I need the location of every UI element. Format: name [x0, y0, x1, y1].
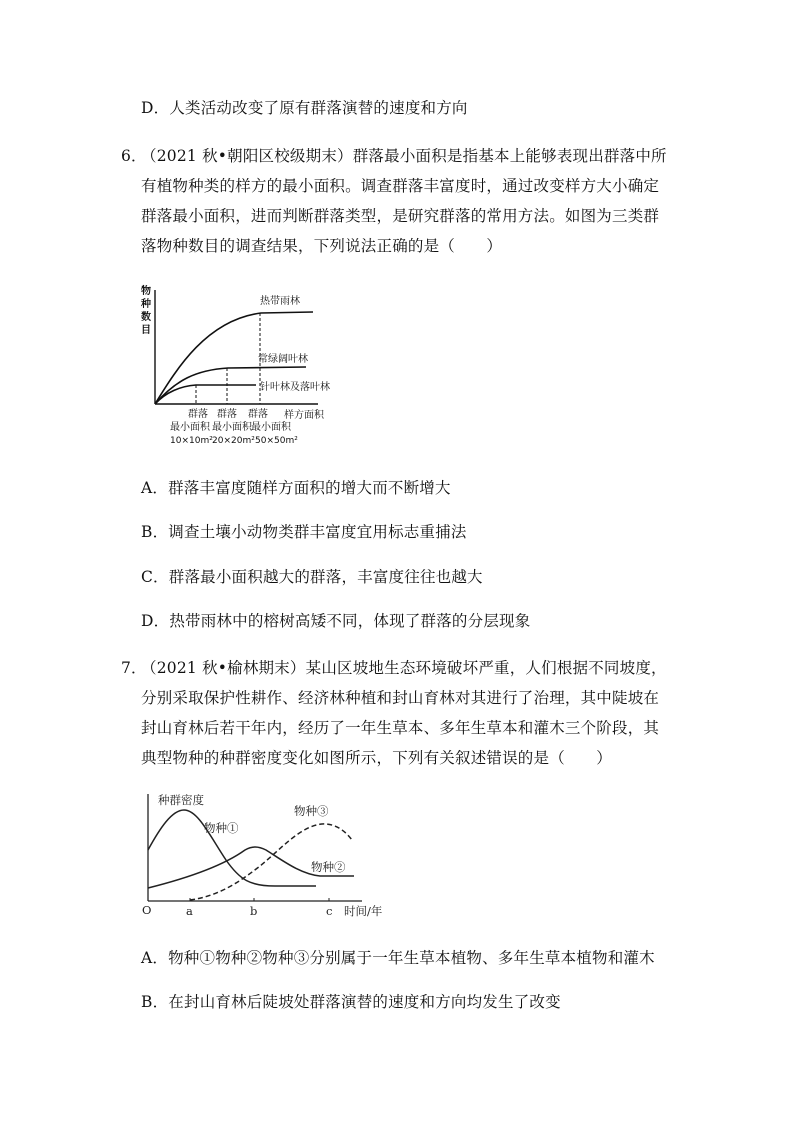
q6-label-tropical: 热带雨林	[260, 296, 300, 307]
q6-line-3: 群落最小面积，进而判断群落类型，是研究群落的常用方法。如图为三类群	[141, 207, 660, 225]
q7-y-label: 种群密度	[158, 793, 204, 807]
q7-number: 7．	[121, 659, 147, 677]
q6-option-b: B．调查土壤小动物类群丰富度宜用标志重捕法	[141, 523, 467, 541]
q7-label-species-1: 物种①	[204, 821, 239, 835]
q6-tick-2-l2: 最小面积	[212, 422, 252, 433]
q6-figure	[136, 280, 336, 452]
q7-x-label: 时间/年	[344, 904, 383, 918]
q6-y-label-3: 数	[141, 312, 151, 323]
q6-option-c: C．群落最小面积越大的群落，丰富度往往也越大	[141, 568, 483, 586]
q6-tick-3-l1: 群落	[248, 409, 268, 420]
q6-tick-3-l2: 最小面积	[251, 422, 291, 433]
q7-line-1: （2021 秋•榆林期末）某山区坡地生态环境破坏严重，人们根据不同坡度，	[141, 659, 667, 677]
q7-label-species-2: 物种②	[311, 860, 346, 874]
q7-tick-label-b: b	[250, 904, 258, 918]
q6-tick-3-l3: 50×50m²	[255, 436, 298, 446]
q6-curve-coniferous	[155, 385, 256, 404]
q6-tick-2-l3: 20×20m²	[212, 436, 255, 446]
q6-x-label: 样方面积	[284, 410, 324, 421]
q6-y-label-1: 物	[141, 286, 151, 297]
q7-option-b: B．在封山育林后陡坡处群落演替的速度和方向均发生了改变	[141, 993, 561, 1011]
q7-option-a: A．物种①物种②物种③分别属于一年生草本植物、多年生草本植物和灌木	[141, 949, 655, 967]
q7-line-3: 封山育林后若干年内，经历了一年生草本、多年生草本和灌木三个阶段，其	[141, 719, 660, 737]
q7-figure	[140, 788, 410, 920]
q7-tick-label-a: a	[186, 904, 193, 918]
q7-line-4: 典型物种的种群密度变化如图所示，下列有关叙述错误的是（ ）	[141, 749, 613, 767]
q7-origin: O	[142, 903, 152, 917]
q6-line-2: 有植物种类的样方的最小面积。调查群落丰富度时，通过改变样方大小确定	[141, 177, 660, 195]
q6-number: 6．	[121, 147, 147, 165]
q6-y-label-4: 目	[141, 325, 151, 336]
q6-option-a: A．群落丰富度随样方面积的增大而不断增大	[141, 479, 451, 497]
q6-line-4: 落物种数目的调查结果，下列说法正确的是（ ）	[141, 237, 503, 255]
q6-tick-1-l2: 最小面积	[170, 422, 210, 433]
q6-tick-1-l1: 群落	[188, 409, 208, 420]
q6-option-d: D．热带雨林中的榕树高矮不同，体现了群落的分层现象	[141, 612, 531, 630]
q7-tick-label-c: c	[326, 904, 333, 918]
q6-line-1: （2021 秋•朝阳区校级期末）群落最小面积是指基本上能够表现出群落中所	[141, 147, 667, 165]
q6-label-coniferous: 针叶林及落叶林	[260, 382, 330, 393]
q6-tick-1-l3: 10×10m²	[170, 436, 213, 446]
q6-tick-2-l1: 群落	[217, 409, 237, 420]
prev-option-d: D．人类活动改变了原有群落演替的速度和方向	[141, 99, 468, 117]
q6-label-evergreen: 常绿阔叶林	[258, 354, 308, 365]
q7-line-2: 分别采取保护性耕作、经济林种植和封山育林对其进行了治理，其中陡坡在	[141, 689, 660, 707]
q7-label-species-3: 物种③	[294, 804, 329, 818]
q6-y-label-2: 种	[141, 299, 151, 310]
